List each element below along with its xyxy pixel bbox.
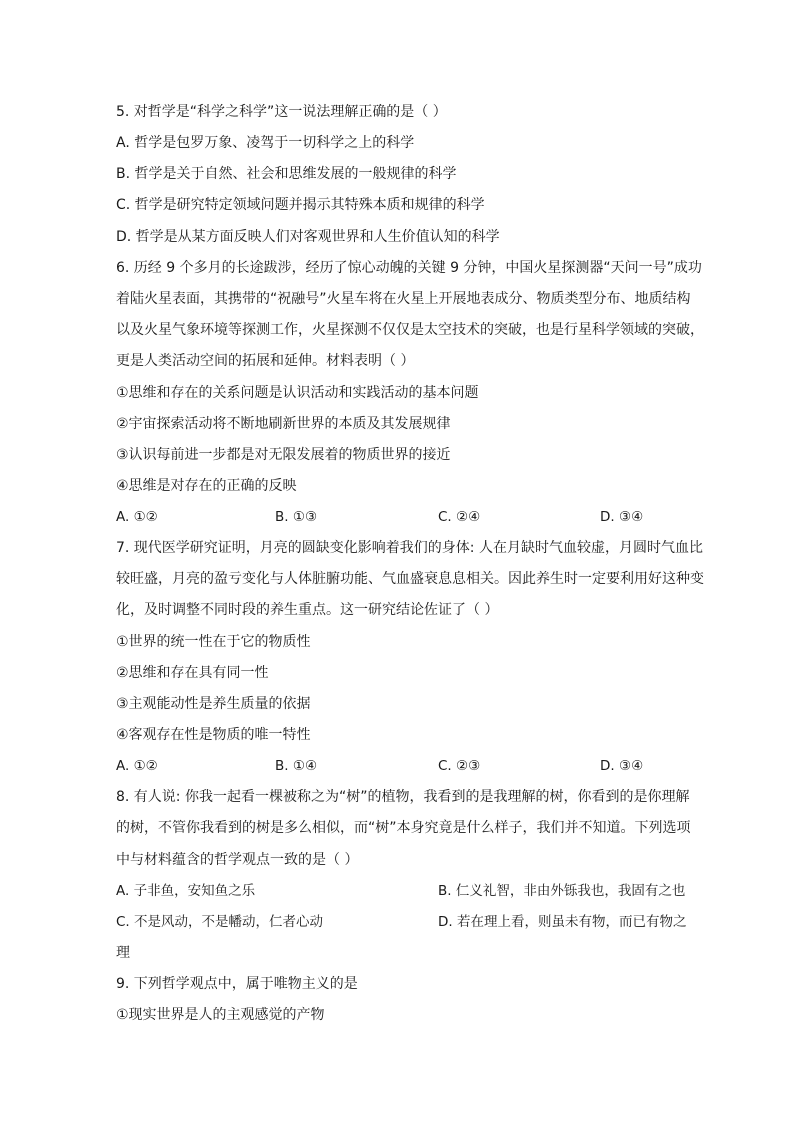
q6-stem-line-2: 着陆火星表面，其携带的“祝融号”火星车将在火星上开展地表成分、物质类型分布、地质结构 — [116, 291, 691, 307]
q6-stem-line-4: 更是人类活动空间的拓展和延伸。材料表明（ ） — [116, 353, 415, 369]
q8-option-b: B. 仁义礼智，非由外铄我也，我固有之也 — [438, 883, 686, 899]
q8-option-c: C. 不是风动，不是幡动，仁者心动 — [116, 914, 324, 930]
q7-choice-d: D. ③④ — [600, 758, 644, 774]
q7-choice-c: C. ②③ — [438, 758, 481, 774]
q8-stem-line-1: 8. 有人说: 你我一起看一棵被称之为“树”的植物，我看到的是我理解的树，你看到的是你理解 — [116, 789, 690, 805]
q7-choice-a: A. ①② — [116, 758, 158, 774]
q6-choice-b: B. ①③ — [275, 509, 318, 525]
q9-stem: 9. 下列哲学观点中，属于唯物主义的是 — [116, 976, 358, 992]
q7-statement-4: ④客观存在性是物质的唯一特性 — [116, 727, 311, 743]
q6-statement-3: ③认识每前进一步都是对无限发展着的物质世界的接近 — [116, 447, 451, 463]
q6-statement-2: ②宇宙探索活动将不断地刷新世界的本质及其发展规律 — [116, 416, 451, 432]
q9-statement-1: ①现实世界是人的主观感觉的产物 — [116, 1007, 325, 1023]
q6-statement-1: ①思维和存在的关系问题是认识活动和实践活动的基本问题 — [116, 385, 479, 401]
q8-option-a: A. 子非鱼，安知鱼之乐 — [116, 883, 256, 899]
q8-stem-line-3: 中与材料蕴含的哲学观点一致的是（ ） — [116, 852, 359, 868]
q6-choice-c: C. ②④ — [438, 509, 481, 525]
q6-stem-line-1: 6. 历经 9 个多月的长途跋涉，经历了惊心动魄的关键 9 分钟，中国火星探测器“天问一号”成功 — [116, 260, 702, 276]
q6-stem-line-3: 以及火星气象环境等探测工作，火星探测不仅仅是太空技术的突破，也是行星科学领域的突破， — [116, 322, 704, 338]
q5-stem: 5. 对哲学是“科学之科学”这一说法理解正确的是（ ） — [116, 104, 447, 120]
q5-option-b: B. 哲学是关于自然、社会和思维发展的一般规律的科学 — [116, 166, 457, 182]
q7-stem-line-1: 7. 现代医学研究证明，月亮的圆缺变化影响着我们的身体: 人在月缺时气血较虚，月圆时气血比 — [116, 540, 703, 556]
q5-option-a: A. 哲学是包罗万象、凌驾于一切科学之上的科学 — [116, 135, 415, 151]
q8-option-d-wrap: 理 — [116, 945, 130, 961]
q7-statement-2: ②思维和存在具有同一性 — [116, 665, 269, 681]
q7-choice-b: B. ①④ — [275, 758, 318, 774]
q7-stem-line-2: 较旺盛，月亮的盈亏变化与人体脏腑功能、气血盛衰息息相关。因此养生时一定要利用好这种变 — [116, 571, 704, 587]
q8-stem-line-2: 的树，不管你我看到的树是多么相似，而“树”本身究竟是什么样子，我们并不知道。下列选项 — [116, 820, 691, 836]
q5-option-c: C. 哲学是研究特定领域问题并揭示其特殊本质和规律的科学 — [116, 197, 485, 213]
q8-option-d: D. 若在理上看，则虽未有物，而已有物之 — [438, 914, 687, 930]
q7-statement-3: ③主观能动性是养生质量的依据 — [116, 696, 311, 712]
q5-option-d: D. 哲学是从某方面反映人们对客观世界和人生价值认知的科学 — [116, 229, 500, 245]
q6-choice-d: D. ③④ — [600, 509, 644, 525]
q7-statement-1: ①世界的统一性在于它的物质性 — [116, 634, 311, 650]
q7-stem-line-3: 化，及时调整不同时段的养生重点。这一研究结论佐证了（ ） — [116, 602, 499, 618]
q6-statement-4: ④思维是对存在的正确的反映 — [116, 478, 297, 494]
q6-choice-a: A. ①② — [116, 509, 158, 525]
